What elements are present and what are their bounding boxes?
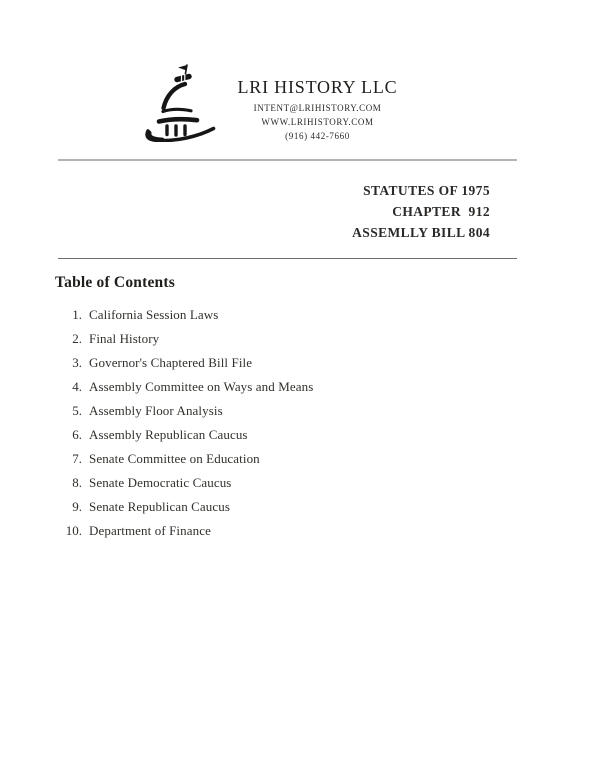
toc-item (0, 399, 500, 423)
toc-item (0, 471, 500, 495)
company-name: LRI HISTORY LLC (237, 77, 398, 97)
toc-item-label: Final History (89, 331, 160, 346)
toc-item-label: Senate Committee on Education (89, 451, 260, 466)
toc-item-number: 6. (72, 427, 82, 442)
toc-item-number: 2. (72, 331, 82, 346)
horizontal-rule-bottom (58, 258, 517, 259)
toc-item (0, 495, 500, 519)
toc-item-number: 9. (72, 499, 82, 514)
toc-item-label: Senate Democratic Caucus (89, 475, 232, 490)
toc-item (0, 447, 500, 471)
toc-item-label: Assembly Floor Analysis (89, 403, 223, 418)
capitol-dome-logo (140, 62, 220, 142)
capitol-dome-icon (140, 62, 220, 142)
toc-item-number: 7. (72, 451, 82, 466)
toc-item-number: 8. (72, 475, 82, 490)
toc-item (0, 351, 500, 375)
toc-item (0, 423, 500, 447)
toc-item-number: 5. (72, 403, 82, 418)
toc-item-number: 4. (72, 379, 82, 394)
chapter-line: CHAPTER 912 (392, 204, 490, 219)
horizontal-rule-top (58, 159, 517, 161)
toc-item-label: Assembly Republican Caucus (89, 427, 248, 442)
contact-email: INTENT@LRIHISTORY.COM (253, 103, 382, 113)
toc-list (0, 303, 500, 543)
toc-item-label: Assembly Committee on Ways and Means (89, 379, 314, 394)
toc-heading: Table of Contents (55, 274, 175, 291)
toc-item (0, 327, 500, 351)
toc-item-number: 10. (65, 523, 82, 538)
toc-item-number: 1. (72, 307, 82, 322)
toc-item-number: 3. (72, 355, 82, 370)
assembly-bill-line: ASSEMLLY BILL 804 (352, 225, 490, 240)
toc-item-label: Governor's Chaptered Bill File (89, 355, 253, 370)
statutes-year-line: STATUTES OF 1975 (363, 183, 490, 198)
contact-phone: (916) 442-7660 (285, 131, 350, 141)
statute-block (352, 180, 490, 243)
toc-item (0, 519, 500, 543)
toc-item (0, 303, 500, 327)
toc-item-label: Senate Republican Caucus (89, 499, 231, 514)
toc-item (0, 375, 500, 399)
contact-website: WWW.LRIHISTORY.COM (261, 117, 374, 127)
toc-item-label: California Session Laws (89, 307, 219, 322)
toc-item-label: Department of Finance (89, 523, 211, 538)
letterhead (225, 77, 410, 143)
